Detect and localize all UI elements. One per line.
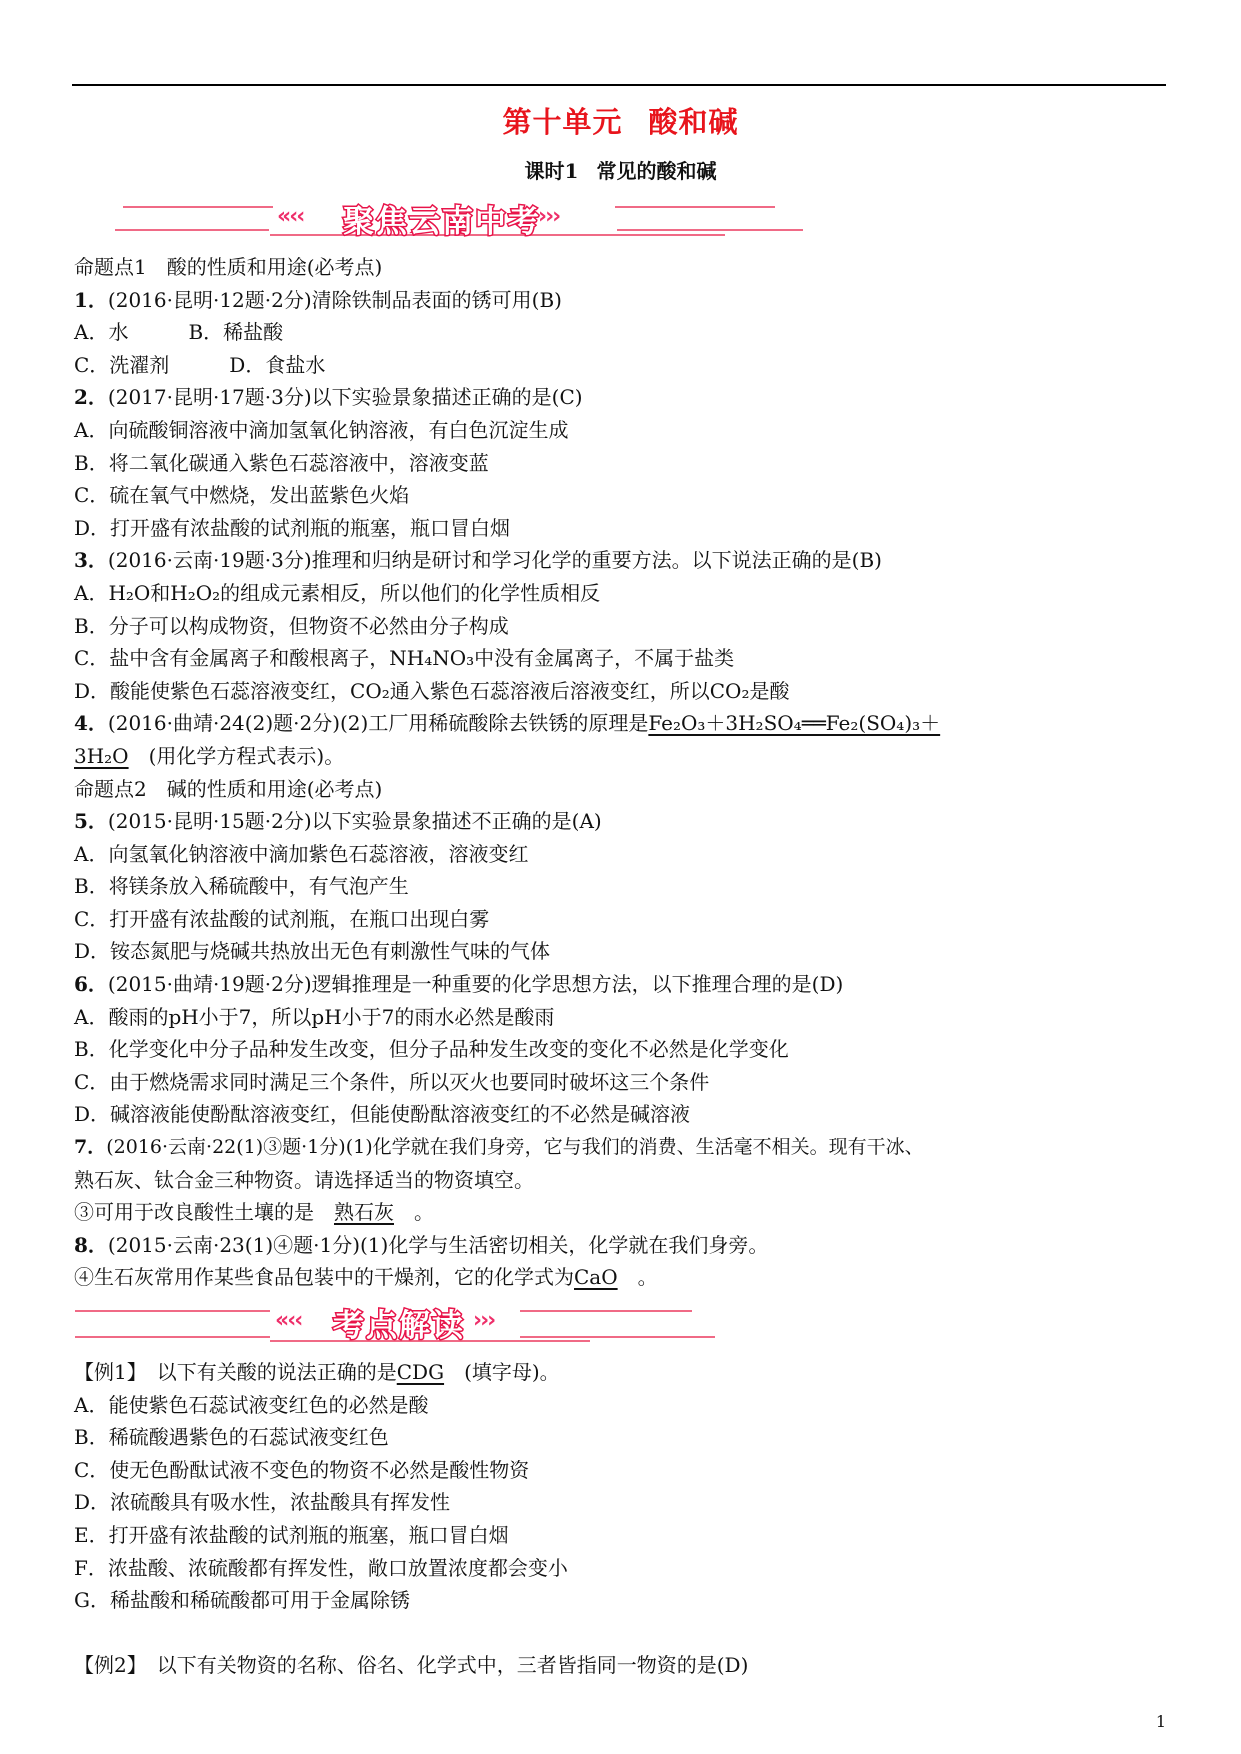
chevron-left-icon: «‹‹ xyxy=(277,204,304,229)
unit-title xyxy=(0,100,1241,141)
example-1: 【例1】 以下有关酸的说法正确的是CDG (填字母)。 xyxy=(74,1360,560,1384)
section-banner-yunnan xyxy=(115,196,805,244)
lesson-title xyxy=(0,155,1241,184)
q2-option-c: C．硫在氧气中燃烧，发出蓝紫色火焰 xyxy=(74,483,410,508)
ex1-option-e: E．打开盛有浓盐酸的试剂瓶的瓶塞，瓶口冒白烟 xyxy=(74,1522,509,1547)
q6-option-a: A．酸雨的pH小于7，所以pH小于7的雨水必然是酸雨 xyxy=(74,1004,555,1029)
q1-options-ab: A．水 B．稀盐酸 xyxy=(74,320,284,345)
top-rule xyxy=(72,84,1166,86)
example-2: 【例2】 以下有关物资的名称、俗名、化学式中，三者皆指同一物资的是(D) xyxy=(74,1652,749,1677)
q3-option-b: B．分子可以构成物资，但物资不必然由分子构成 xyxy=(74,613,509,638)
question-5: 5．(2015·昆明·15题·2分)以下实验景象描述不正确的是(A) xyxy=(74,809,602,834)
question-3: 3．(2016·云南·19题·3分)推理和归纳是研讨和学习化学的重要方法。以下说法正确的是(B) xyxy=(74,548,882,573)
page-number: 1 xyxy=(1155,1712,1166,1731)
q6-option-b: B．化学变化中分子品种发生改变，但分子品种发生改变的变化不必然是化学变化 xyxy=(74,1037,789,1062)
question-8: 8．(2015·云南·23(1)④题·1分)(1)化学与生活密切相关，化学就在我们身旁。 xyxy=(74,1232,769,1257)
question-8-line2: ④生石灰常用作某些食品包装中的干燥剂，它的化学式为CaO 。 xyxy=(74,1265,658,1290)
q1-options-cd: C．洗濯剂 D．食盐水 xyxy=(74,352,326,377)
q2-option-b: B．将二氧化碳通入紫色石蕊溶液中，溶液变蓝 xyxy=(74,450,489,475)
unit-number: 第十单元 xyxy=(502,105,623,139)
unit-name: 酸和碱 xyxy=(648,105,739,139)
chevron-left-icon: «‹‹ xyxy=(275,1308,302,1333)
question-2: 2．(2017·昆明·17题·3分)以下实验景象描述正确的是(C) xyxy=(74,385,583,410)
ex1-option-a: A．能使紫色石蕊试液变红色的必然是酸 xyxy=(74,1392,429,1417)
heading-point-2: 命题点2 碱的性质和用途(必考点) xyxy=(74,776,383,801)
question-7-line2: 熟石灰、钛合金三种物资。请选择适当的物资填空。 xyxy=(74,1167,534,1192)
question-4: 4．(2016·曲靖·24(2)题·2分)(2)工厂用稀硫酸除去铁锈的原理是Fe₂O₃＋3H₂SO₄══Fe₂(SO₄)₃＋ xyxy=(74,711,941,736)
ex1-option-g: G．稀盐酸和稀硫酸都可用于金属除锈 xyxy=(74,1588,410,1613)
ex1-option-d: D．浓硫酸具有吸水性，浓盐酸具有挥发性 xyxy=(74,1490,451,1515)
question-7-line3: ③可用于改良酸性土壤的是 熟石灰 。 xyxy=(74,1200,434,1225)
q5-option-d: D．铵态氮肥与烧碱共热放出无色有刺激性气味的气体 xyxy=(74,939,551,964)
q3-option-c: C．盐中含有金属离子和酸根离子，NH₄NO₃中没有金属离子，不属于盐类 xyxy=(74,646,735,671)
q5-option-a: A．向氢氧化钠溶液中滴加紫色石蕊溶液，溶液变红 xyxy=(74,841,529,866)
q6-option-d: D．碱溶液能使酚酞溶液变红，但能使酚酞溶液变红的不必然是碱溶液 xyxy=(74,1102,691,1127)
question-1: 1．(2016·昆明·12题·2分)清除铁制品表面的锈可用(B) xyxy=(74,287,562,312)
question-6: 6．(2015·曲靖·19题·2分)逻辑推理是一种重要的化学思想方法，以下推理合理的是(D) xyxy=(74,972,844,997)
q6-option-c: C．由于燃烧需求同时满足三个条件，所以灭火也要同时破坏这三个条件 xyxy=(74,1069,710,1094)
section-banner-analysis xyxy=(75,1300,715,1348)
lesson-number: 课时1 xyxy=(524,159,579,183)
lesson-name: 常见的酸和碱 xyxy=(596,159,717,183)
heading-point-1: 命题点1 酸的性质和用途(必考点) xyxy=(74,255,383,279)
question-4-cont: 3H₂O (用化学方程式表示)。 xyxy=(74,743,345,768)
q3-option-a: A．H₂O和H₂O₂的组成元素相反，所以他们的化学性质相反 xyxy=(74,580,601,605)
q4-answer: Fe₂O₃＋3H₂SO₄══Fe₂(SO₄)₃＋ xyxy=(648,711,941,736)
ex1-answer: CDG xyxy=(396,1360,445,1384)
banner-title: 聚焦云南中考 xyxy=(343,204,541,240)
question-7: 7．(2016·云南·22(1)③题·1分)(1)化学就在我们身旁，它与我们的消费、生活毫不相关。现有干冰、 xyxy=(74,1136,924,1159)
q5-option-b: B．将镁条放入稀硫酸中，有气泡产生 xyxy=(74,874,409,899)
section-yunnan-exam xyxy=(74,251,1174,1294)
ex1-option-f: F．浓盐酸、浓硫酸都有挥发性，敞口放置浓度都会变小 xyxy=(74,1555,568,1580)
q3-option-d: D．酸能使紫色石蕊溶液变红，CO₂通入紫色石蕊溶液后溶液变红，所以CO₂是酸 xyxy=(74,678,790,703)
chevron-right-icon: ››› xyxy=(473,1308,495,1333)
ex1-option-c: C．使无色酚酞试液不变色的物资不必然是酸性物资 xyxy=(74,1457,530,1482)
section-analysis xyxy=(74,1356,1174,1681)
q7-answer: 熟石灰 xyxy=(334,1200,394,1225)
q2-option-d: D．打开盛有浓盐酸的试剂瓶的瓶塞，瓶口冒白烟 xyxy=(74,515,511,540)
q2-option-a: A．向硫酸铜溶液中滴加氢氧化钠溶液，有白色沉淀生成 xyxy=(74,417,569,442)
chevron-right-icon: ››› xyxy=(538,204,560,229)
q5-option-c: C．打开盛有浓盐酸的试剂瓶，在瓶口出现白雾 xyxy=(74,906,490,931)
ex1-option-b: B．稀硫酸遇紫色的石蕊试液变红色 xyxy=(74,1425,389,1450)
banner-title: 考点解读 xyxy=(333,1308,465,1344)
q8-answer: CaO xyxy=(574,1265,618,1290)
